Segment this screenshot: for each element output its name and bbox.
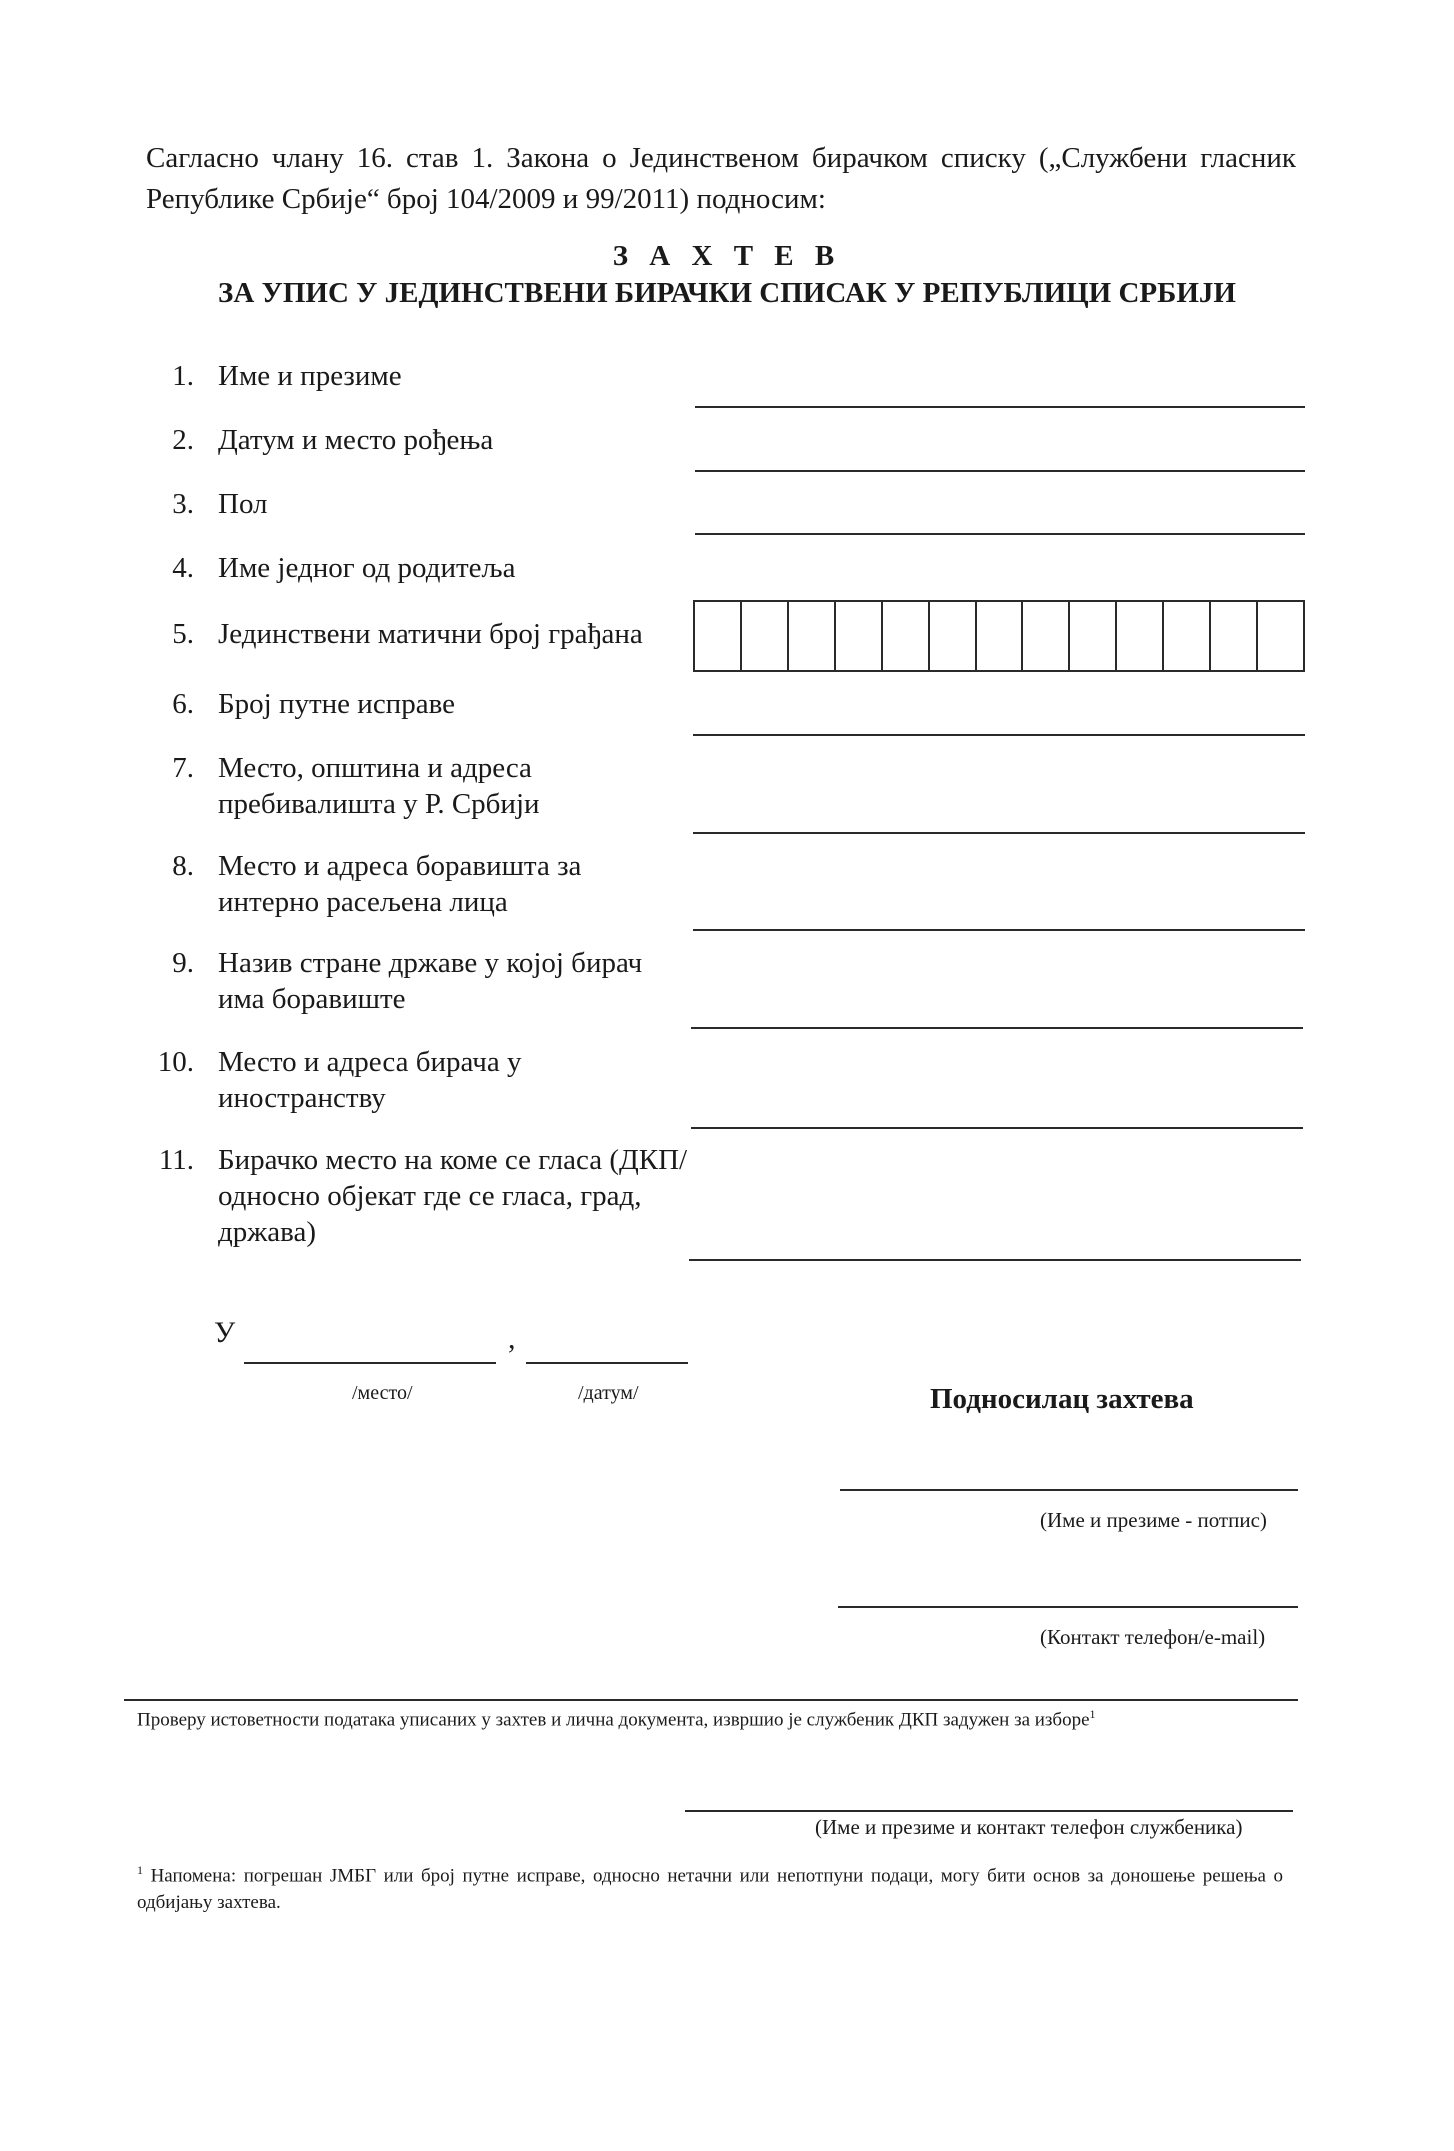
field-line-abroad-address[interactable] [691,1127,1303,1129]
applicant-signature-line[interactable] [840,1489,1298,1491]
field-label-polling-station: Бирачко место на коме се гласа (ДКП/односно објекат где се гласа, град, држава) [218,1144,688,1248]
field-label-jmbg: Јединствени матични број грађана [218,618,643,650]
field-line-name[interactable] [695,406,1305,408]
jmbg-digit-box[interactable] [1070,602,1117,670]
verification-sentence: Проверу истоветности података уписаних у захтев и лична документа, извршио је службеник ДКП задужен за изборе [137,1709,1090,1731]
field-number: 3. [172,488,194,520]
footnote-mark: 1 [137,1863,143,1877]
field-number: 11. [158,1144,194,1176]
applicant-contact-line[interactable] [838,1606,1298,1608]
place-date-comma: , [508,1322,516,1355]
intro-paragraph: Сагласно члану 16. став 1. Закона о Јединственом бирачком списку („Службени гласник Републике Србије“ број 104/2009 и 99/2011) подносим: [146,142,1296,215]
field-number: 7. [172,752,194,784]
field-number: 2. [172,424,194,456]
jmbg-digit-box[interactable] [836,602,883,670]
jmbg-digit-box[interactable] [695,602,742,670]
field-line-foreign-state[interactable] [691,1027,1303,1029]
jmbg-digit-box[interactable] [1258,602,1303,670]
field-label-sex: Пол [218,488,268,520]
field-line-residence[interactable] [693,832,1305,834]
jmbg-digit-box[interactable] [789,602,836,670]
jmbg-digit-box[interactable] [1117,602,1164,670]
footnote-text: Напомена: погрешан ЈМБГ или број путне исправе, односно нетачни или непотпуни подаци, могу бити основ за доношење решења о одбијању захтева. [137,1865,1284,1914]
jmbg-digit-box[interactable] [1023,602,1070,670]
field-line-passport[interactable] [693,734,1305,736]
field-label-birth: Датум и место рођења [218,424,494,456]
field-label-passport: Број путне исправе [218,688,455,720]
field-label-abroad-address: Место и адреса бирача у иностранству [218,1046,522,1114]
official-caption: (Име и презиме и контакт телефон службеника) [815,1815,1243,1839]
field-label-name: Име и презиме [218,360,402,392]
jmbg-digit-box[interactable] [742,602,789,670]
field-number: 1. [172,360,194,392]
jmbg-digit-box[interactable] [977,602,1024,670]
applicant-heading: Подносилац захтева [930,1383,1194,1415]
place-line[interactable] [244,1362,496,1364]
applicant-contact-caption: (Контакт телефон/e-mail) [1040,1625,1266,1649]
field-line-birth[interactable] [695,470,1305,472]
field-line-polling-station[interactable] [689,1259,1301,1261]
field-number: 9. [172,947,194,979]
field-number: 10. [157,1046,194,1078]
verification-footnote-mark: 1 [1089,1707,1096,1721]
field-number: 8. [172,850,194,882]
field-line-sex[interactable] [695,533,1305,535]
place-prefix: У [214,1316,236,1349]
jmbg-digit-box[interactable] [1164,602,1211,670]
date-caption: /датум/ [578,1382,639,1404]
place-caption: /место/ [352,1382,413,1404]
form-subtitle: ЗА УПИС У ЈЕДИНСТВЕНИ БИРАЧКИ СПИСАК У РЕПУБЛИЦИ СРБИЈИ [218,277,1236,309]
field-number: 4. [172,552,194,584]
field-number: 5. [172,618,194,650]
field-label-idp: Место и адреса боравишта за интерно расељена лица [218,850,582,918]
field-label-foreign-state: Назив стране државе у којој бирач има боравиште [218,947,643,1015]
field-label-residence: Место, општина и адреса пребивалишта у Р. Србији [218,752,540,820]
official-signature-line[interactable] [685,1810,1293,1812]
jmbg-digit-box[interactable] [883,602,930,670]
date-line[interactable] [526,1362,688,1364]
applicant-name-caption: (Име и презиме - потпис) [1040,1508,1267,1532]
form-title: З А Х Т Е В [612,240,842,272]
verification-text [137,1701,1283,1733]
jmbg-digit-box[interactable] [1211,602,1258,670]
footnote [137,1857,1283,1916]
field-line-idp[interactable] [693,929,1305,931]
field-label-parent: Име једног од родитеља [218,552,516,584]
field-number: 6. [172,688,194,720]
jmbg-digit-box[interactable] [930,602,977,670]
jmbg-boxes[interactable] [693,600,1305,672]
